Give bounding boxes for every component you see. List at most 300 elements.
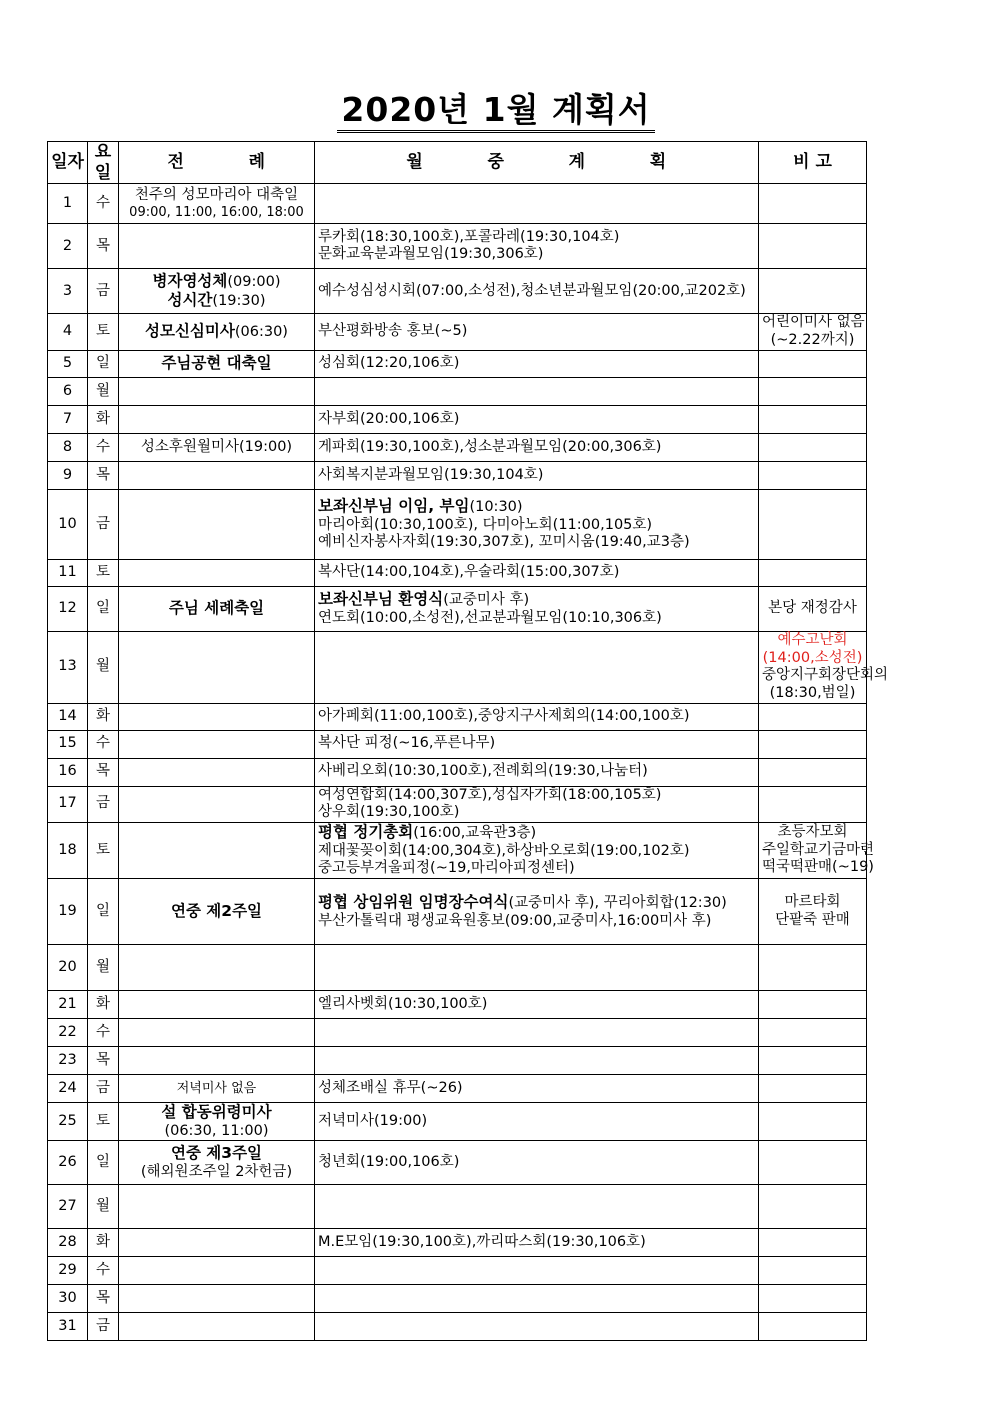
row-plan [315,559,759,586]
plan-line [318,860,755,878]
row-weekday: 수 [88,184,119,224]
plan-line [318,763,755,781]
row-note [759,1075,867,1103]
plan-line [318,843,755,861]
row-day: 3 [48,269,88,314]
table-row [48,1313,867,1341]
liturgy-line-text: 09:00, 11:00, 16:00, 18:00 [129,204,304,220]
row-day: 18 [48,822,88,878]
note-line [762,824,863,842]
row-note [759,1103,867,1141]
row-plan [315,184,759,224]
note-line [762,650,863,668]
row-plan [315,586,759,631]
plan-line [318,534,755,552]
table-row [48,1075,867,1103]
liturgy-line-text: 성소후원월미사(19:00) [140,438,293,455]
row-plan [315,314,759,350]
row-weekday: 월 [88,1185,119,1229]
row-liturgy [119,1229,315,1257]
note-line [762,667,889,685]
row-weekday: 목 [88,758,119,786]
plan-line [318,735,755,753]
row-day: 10 [48,489,88,559]
row-day: 12 [48,586,88,631]
table-row [48,314,867,350]
liturgy-line-detail: (06:30) [234,324,288,341]
note-line [762,332,863,350]
row-weekday: 월 [88,631,119,703]
row-liturgy [119,433,315,461]
plan-line-detail: (16:00,교육관3층) [413,824,537,841]
row-weekday: 토 [88,1103,119,1141]
plan-line [318,323,755,341]
row-weekday: 금 [88,1313,119,1341]
note-line-text: 주일학교기금마련 [762,841,875,858]
table-row [48,631,867,703]
table-row [48,461,867,489]
liturgy-line [122,322,311,342]
table-row [48,586,867,631]
row-weekday: 금 [88,1075,119,1103]
plan-line-text: 문화교육분과월모임(19:30,306호) [318,246,544,263]
row-day: 25 [48,1103,88,1141]
row-liturgy [119,269,315,314]
note-line-text: 초등자모회 [777,823,848,840]
row-liturgy [119,350,315,377]
plan-line-text: 연도회(10:00,소성전),선교분과월모임(10:10,306호) [318,609,662,626]
row-liturgy [119,758,315,786]
note-line [762,841,875,860]
row-plan [315,461,759,489]
row-note [759,1047,867,1075]
row-day: 30 [48,1285,88,1313]
plan-line [318,893,755,913]
plan-line [318,787,755,805]
plan-line-text: 부산평화방송 홍보(~5) [318,323,468,340]
header-note: 비 고 [759,142,867,184]
row-weekday: 금 [88,269,119,314]
table-row [48,1229,867,1257]
row-liturgy [119,1313,315,1341]
row-day: 14 [48,703,88,730]
row-plan [315,991,759,1019]
row-liturgy [119,1285,315,1313]
plan-line [318,564,755,582]
table-row [48,1185,867,1229]
row-note [759,703,867,730]
row-note [759,377,867,405]
row-weekday: 수 [88,1019,119,1047]
header-liturgy: 전 례 [119,142,315,184]
plan-line [318,708,755,726]
row-plan [315,1019,759,1047]
row-plan [315,786,759,822]
header-row [48,142,867,184]
table-row [48,1019,867,1047]
row-note [759,991,867,1019]
note-line-text: 본당 재정감사 [768,600,857,616]
row-weekday: 화 [88,405,119,433]
row-note [759,405,867,433]
row-plan [315,758,759,786]
row-weekday: 목 [88,461,119,489]
row-weekday: 일 [88,586,119,631]
row-day: 23 [48,1047,88,1075]
row-liturgy [119,314,315,350]
plan-line-text: 보좌신부님 환영식 [318,590,444,609]
row-note [759,1141,867,1185]
liturgy-line [122,291,311,311]
plan-line-text: 복사단(14:00,104호),우술라회(15:00,307호) [318,564,620,580]
row-note [759,269,867,314]
table-row [48,703,867,730]
table-row [48,1103,867,1141]
row-day: 1 [48,184,88,224]
plan-line-text: 평협 정기총회 [318,822,414,841]
row-note [759,1313,867,1341]
row-liturgy [119,730,315,758]
row-note [759,786,867,822]
row-liturgy [119,1185,315,1229]
plan-line [318,355,755,373]
plan-line-text: 상우회(19:30,100호) [318,804,460,821]
row-note [759,758,867,786]
note-line [762,859,874,877]
liturgy-line-text: 저녁미사 없음 [176,1080,257,1096]
liturgy-line-text: 천주의 성모마리아 대축일 [134,187,299,204]
row-weekday: 토 [88,559,119,586]
table-row [48,786,867,822]
plan-line [318,467,755,485]
row-day: 31 [48,1313,88,1341]
liturgy-line [122,1164,311,1182]
table-row [48,1141,867,1185]
row-liturgy [119,405,315,433]
row-weekday: 수 [88,1257,119,1285]
liturgy-line-detail: (19:30) [212,293,266,310]
row-day: 21 [48,991,88,1019]
row-liturgy [119,559,315,586]
liturgy-line-detail: (09:00) [227,273,281,290]
row-note [759,945,867,991]
row-plan [315,730,759,758]
row-weekday: 금 [88,489,119,559]
note-line-text: (18:30,범일) [769,684,856,701]
plan-line-text: 성체조배실 휴무(~26) [318,1079,463,1096]
row-weekday: 일 [88,1141,119,1185]
row-liturgy [119,461,315,489]
note-line [762,685,863,703]
row-note [759,631,889,703]
row-plan [315,1313,759,1341]
plan-line-text: 저녁미사(19:00) [318,1112,428,1129]
monthly-plan-table [47,141,889,1341]
plan-line-text: 제대꽃꽂이회(14:00,304호),하상바오로회(19:00,102호) [318,842,690,859]
liturgy-line-text: 성모신심미사 [145,322,235,341]
row-note [759,1019,867,1047]
note-line-text: (~2.22까지) [770,332,855,349]
table-row [48,879,867,945]
row-liturgy [119,224,315,269]
plan-line [318,229,755,247]
plan-line [318,439,755,457]
plan-line-detail: (10:30) [469,498,523,515]
note-line [762,894,863,912]
row-plan [315,405,759,433]
row-plan [315,433,759,461]
plan-line [318,913,755,931]
note-line [762,600,863,618]
row-weekday: 목 [88,1047,119,1075]
row-weekday: 수 [88,730,119,758]
plan-line-text: 마리아회(10:30,100호), 다미아노회(11:00,105호) [318,516,653,533]
table-row [48,433,867,461]
row-plan [315,631,759,703]
row-weekday: 일 [88,879,119,945]
table-row [48,945,867,991]
row-day: 2 [48,224,88,269]
row-day: 26 [48,1141,88,1185]
row-day: 20 [48,945,88,991]
plan-line-text: 예비신자봉사자회(19:30,307호), 꼬미시움(19:40,교3층) [318,534,690,551]
row-liturgy [119,945,315,991]
table-row [48,822,867,878]
row-plan [315,1185,759,1229]
row-liturgy [119,879,315,945]
row-day: 24 [48,1075,88,1103]
liturgy-line-text: 주님 세례축일 [168,599,265,617]
row-note [759,1285,867,1313]
row-weekday: 월 [88,945,119,991]
row-liturgy [119,1075,315,1103]
row-note [759,184,867,224]
liturgy-line-text: (해외원조주일 2차헌금) [140,1163,293,1180]
row-plan [315,1047,759,1075]
table-row [48,184,867,224]
liturgy-line [122,187,311,205]
row-plan [315,377,759,405]
table-row [48,1047,867,1075]
header-weekday: 요일 [88,142,119,184]
table-row [48,1257,867,1285]
row-weekday: 목 [88,224,119,269]
row-day: 17 [48,786,88,822]
row-plan [315,945,759,991]
liturgy-line [122,902,311,922]
liturgy-line [122,354,311,374]
row-note [759,730,867,758]
row-note [759,879,867,945]
row-day: 9 [48,461,88,489]
note-line [762,314,863,332]
liturgy-line-text: (06:30, 11:00) [164,1122,269,1139]
row-note [759,350,867,377]
row-day: 15 [48,730,88,758]
plan-line [318,1234,755,1252]
row-weekday: 화 [88,991,119,1019]
plan-line [318,804,755,822]
page-title: 2020년 1월 계획서 [0,84,992,131]
table-row [48,224,867,269]
row-note [759,559,867,586]
table-row [48,991,867,1019]
plan-line-text: 게파회(19:30,100호),성소분과월모임(20:00,306호) [318,438,662,455]
plan-line [318,517,755,535]
row-weekday: 화 [88,703,119,730]
table-row [48,489,867,559]
row-day: 8 [48,433,88,461]
liturgy-line [122,1081,311,1097]
liturgy-line [122,599,311,619]
plan-line [318,610,755,628]
plan-line [318,1080,755,1098]
row-liturgy [119,1141,315,1185]
row-weekday: 수 [88,433,119,461]
liturgy-line-text: 병자영성체 [152,271,228,290]
row-liturgy [119,786,315,822]
header-day: 일자 [48,142,88,184]
liturgy-line [122,439,311,457]
row-weekday: 월 [88,377,119,405]
row-plan [315,1257,759,1285]
row-day: 6 [48,377,88,405]
row-note [759,433,867,461]
plan-line [318,246,755,264]
plan-line-text: M.E모임(19:30,100호),까리따스회(19:30,106호) [318,1234,646,1251]
plan-line-text: 중고등부겨울피정(~19,마리아피정센터) [318,860,575,877]
note-line-text: 단팥죽 판매 [775,911,850,928]
plan-line [318,497,755,517]
row-note [759,1229,867,1257]
row-day: 19 [48,879,88,945]
row-weekday: 목 [88,1285,119,1313]
row-note [759,314,867,350]
row-note [759,461,867,489]
row-weekday: 금 [88,786,119,822]
liturgy-line [122,1103,311,1123]
row-note [759,1185,867,1229]
table-row [48,758,867,786]
table-row [48,1285,867,1313]
row-plan [315,350,759,377]
liturgy-line-text: 성시간 [167,291,213,310]
row-plan [315,489,759,559]
plan-line-text: 복사단 피정(~16,푸른나무) [318,735,496,752]
row-plan [315,1075,759,1103]
liturgy-line [122,1144,311,1164]
plan-line [318,411,755,429]
row-weekday: 일 [88,350,119,377]
liturgy-line [122,1123,311,1141]
row-liturgy [119,631,315,703]
liturgy-line-text: 설 합동위령미사 [161,1103,272,1122]
row-liturgy [119,1103,315,1141]
row-day: 13 [48,631,88,703]
row-plan [315,703,759,730]
plan-line [318,1113,755,1131]
row-plan [315,269,759,314]
row-note [759,822,875,878]
liturgy-line-text: 주님공현 대축일 [161,354,272,372]
row-plan [315,1103,759,1141]
plan-line-text: 자부회(20:00,106호) [318,410,460,427]
note-line-text: (14:00,소성전) [762,649,863,666]
row-day: 22 [48,1019,88,1047]
row-liturgy [119,822,315,878]
plan-line-text: 예수성심성시회(07:00,소성전),청소년분과월모임(20:00,교202호) [318,282,746,299]
row-liturgy [119,1019,315,1047]
row-liturgy [119,1257,315,1285]
plan-line-text: 사베리오회(10:30,100호),전례회의(19:30,나눔터) [318,763,648,780]
row-plan [315,879,759,945]
plan-line [318,283,755,301]
plan-line-text: 청년회(19:00,106호) [318,1154,460,1171]
row-day: 27 [48,1185,88,1229]
table-row [48,377,867,405]
table-row [48,405,867,433]
row-day: 7 [48,405,88,433]
row-note [759,586,867,631]
row-plan [315,1285,759,1313]
plan-line-text: 여성연합회(14:00,307호),성십자가회(18:00,105호) [318,786,662,803]
plan-line-text: 성심회(12:20,106호) [318,355,460,371]
table-row [48,350,867,377]
row-liturgy [119,489,315,559]
row-liturgy [119,377,315,405]
row-day: 11 [48,559,88,586]
plan-line [318,1154,755,1172]
row-plan [315,1229,759,1257]
note-line [762,632,863,650]
note-line-text: 마르타회 [784,893,841,910]
plan-line-text: 부산가톨릭대 평생교육원홍보(09:00,교중미사,16:00미사 후) [318,912,712,929]
plan-line-text: 평협 상임위원 임명장수여식 [318,892,509,911]
row-liturgy [119,184,315,224]
plan-line-detail: (교중미사 후), 꾸리아회합(12:30) [508,894,727,911]
table-row [48,269,867,314]
row-day: 28 [48,1229,88,1257]
plan-line-text: 보좌신부님 이임, 부임 [318,496,470,515]
liturgy-line-text: 연중 제3주일 [170,1144,263,1163]
row-liturgy [119,1047,315,1075]
note-line [762,912,863,930]
plan-line-text: 엘리사벳회(10:30,100호) [318,995,488,1012]
header-plan: 월 중 계 획 [315,142,759,184]
row-liturgy [119,991,315,1019]
note-line-text: 중앙지구회장단회의 [762,667,889,684]
row-weekday: 토 [88,314,119,350]
note-line-text: 어린이미사 없음 [762,314,865,331]
plan-line-text: 아가페회(11:00,100호),중앙지구사제회의(14:00,100호) [318,707,690,724]
plan-line-text: 루카회(18:30,100호),포콜라레(19:30,104호) [318,228,620,245]
table-row [48,559,867,586]
plan-line [318,590,755,610]
row-plan [315,822,759,878]
plan-line-text: 사회복지분과월모임(19:30,104호) [318,466,544,483]
row-day: 5 [48,350,88,377]
plan-line [318,996,755,1014]
plan-line-detail: (교중미사 후) [443,592,530,609]
plan-line [318,823,755,843]
row-day: 29 [48,1257,88,1285]
liturgy-line [122,272,311,292]
row-note [759,1257,867,1285]
row-weekday: 화 [88,1229,119,1257]
row-day: 4 [48,314,88,350]
table-row [48,730,867,758]
note-line-text: 떡국떡판매(~19) [762,859,874,876]
